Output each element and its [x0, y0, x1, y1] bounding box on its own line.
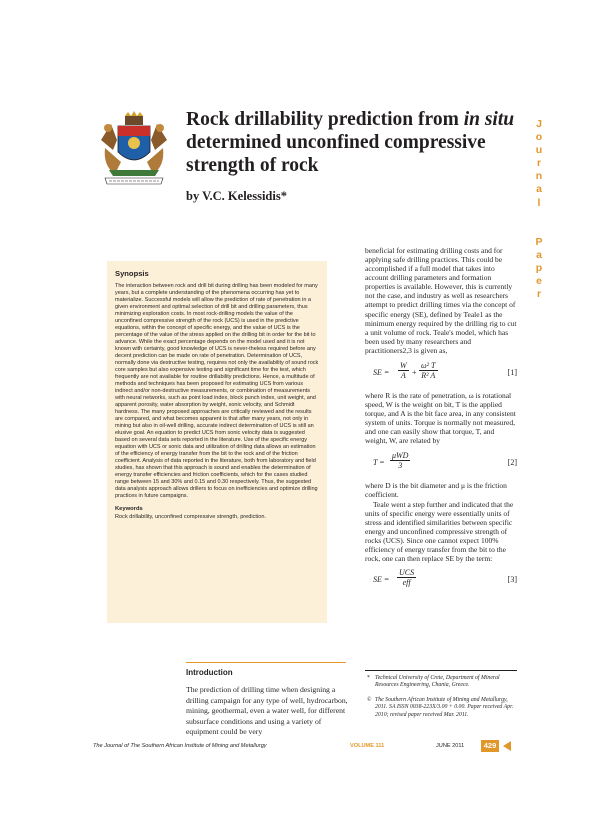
eq1-frac1-denominator: A — [400, 370, 406, 380]
eq2-number: [2] — [507, 458, 517, 468]
eq1-lhs: SE = — [373, 367, 390, 377]
side-label-letter: l — [537, 196, 541, 209]
eq1-frac2-numerator: ω² T — [421, 360, 436, 370]
footer-date: JUNE 2011 — [436, 743, 465, 749]
footnote-2-text: The Southern African Institute of Mining and Metallurgy, 2011. SA ISSN 0038-223X/3.00 + 0.00. Paper received Apr. 2010; revised paper received Mar. 2011. — [375, 697, 514, 718]
side-label-letter — [528, 223, 550, 236]
page-arrow-icon — [503, 741, 511, 751]
eq1-plus: + — [412, 367, 417, 377]
footnote-2-mark: © — [367, 697, 372, 703]
footnote-divider — [365, 670, 517, 671]
eq3-number: [3] — [507, 575, 517, 585]
side-label-letter: u — [535, 144, 543, 157]
side-label-letter — [528, 210, 550, 223]
side-label-letter: P — [535, 235, 543, 248]
footnote-copyright — [367, 697, 517, 719]
eq3-fraction — [397, 568, 416, 587]
synopsis-text: The interaction between rock and drill bit during drilling has been modeled for many years, but a complete understanding of the phenomena occurring has yet to materialize. Successful models will allow the prediction of rate of penetration in a given environment and optimal selection of drill bit and drilling parameters, thus minimizing exploration costs. In most rock-drilling models the value of the unconfined compressive strength of the rock (UCS) is used in the predictive equations, within the concept of specific energy, and the value of UCS is the percentage of the value of the stress applied on the drilling bit in order for the bit to advance. While the exact percentage depends on the model used and it is not known with certainty, good knowledge of UCS is never-theless required before any decent prediction can be made on rate of penetration. Determination of UCS, normally done via destructive testing, requires not only the availability of sound rock core samples but also expensive testing and significant time for the test, which frequently are not available for routine drillability predictions. Hence, a multitude of methods and techniques has been proposed for estimating UCS from various indirect and/or non-destructive measurements, or combination of measurements with neural networks, such as point load index, block punch index, unit weight, and apparent porosity, water absorption by weight, sonic velocity, and Schmidt hardness. The many proposed approaches are critically reviewed and the results are compared, and what becomes apparent is that after many years, not only in mining but also in oil-well drilling, accurate indirect determination of UCS is still an elusive goal. An equation to predict UCS from sonic velocity data is suggested based on several data sets reported in the literature. Use of the specific energy equation with UCS or sonic data and utilization of drilling data allows an estimation of the efficiency of energy transfer from the bit to the rock and of the friction coefficient. Analysis of data reported in the literature, both from laboratory and field studies, has shown that this approach is sound and enables the determination of energy transfer efficiencies and friction coefficients, which for the cases studied range between 15 and 30% and 0.15 and 0.30 respectively. Thus, the suggested data analysis approach allows drillers to focus on inefficiencies and optimize drilling practices in future campaigns. — [115, 283, 319, 500]
footnote-1-mark: * — [367, 675, 370, 681]
eq1-fraction-1 — [398, 361, 409, 380]
title-part-1: Rock drillability prediction from — [186, 109, 464, 130]
side-label-letter: e — [536, 275, 542, 288]
institute-crest-logo — [95, 110, 173, 192]
eq2-lhs: T = — [373, 458, 385, 468]
side-label-letter: a — [536, 248, 542, 261]
footer-volume: VOLUME 111 — [350, 743, 385, 749]
eq2-fraction — [390, 451, 410, 470]
title-part-italic: in situ — [463, 109, 515, 130]
eq1-fraction-2 — [419, 361, 438, 380]
eq3-numerator: UCS — [399, 568, 415, 578]
page-footer — [93, 743, 518, 753]
side-label-letter: r — [536, 288, 542, 301]
body-paragraph-2: where R is the rate of penetration, ω is rotational speed, W is the weight on bit, T is the applied torque, and A is the bit face area, in any consistent system of units. Torque is normally not measured, and one can easily show that torque, T, and weight, W, are related by — [365, 390, 516, 446]
footnote-affiliation — [367, 675, 517, 690]
body-paragraph-4: Teale went a step further and indicated that the units of specific energy were essentially units of stress and identified similarities between specific energy and unconfined compressive strength of rocks (UCS). Since one cannot expect 100% efficiency of energy transfer from the bit to the rock, one can then replace SE by the term: — [365, 499, 514, 564]
right-column — [365, 246, 517, 596]
side-label-letter: a — [536, 183, 542, 196]
eq1-frac1-numerator: W — [400, 360, 407, 370]
journal-paper-side-label — [528, 118, 550, 301]
body-paragraph-3: where D is the bit diameter and μ is the friction coefficient. — [365, 481, 507, 500]
synopsis-heading: Synopsis — [115, 269, 149, 278]
eq2-denominator: 3 — [398, 461, 403, 471]
equation-2 — [365, 449, 517, 479]
introduction-divider — [186, 662, 346, 663]
article-title — [186, 108, 516, 177]
eq1-frac2-denominator: R² A — [421, 370, 436, 380]
side-label-letter: J — [536, 118, 542, 130]
side-label-letter: n — [535, 170, 543, 183]
keywords-heading: Keywords — [115, 506, 143, 513]
eq2-numerator: μWD — [392, 451, 409, 461]
author-byline: by V.C. Kelessidis* — [186, 189, 287, 203]
footnote-1-text: Technical University of Crete, Department of Mineral Resources Engineering, Chania, Greece. — [375, 675, 500, 689]
eq1-number: [1] — [507, 367, 517, 377]
side-label-letter: o — [535, 131, 543, 144]
keywords-text: Rock drillability, unconfined compressive strength, prediction. — [115, 514, 266, 521]
equation-3 — [365, 566, 517, 596]
synopsis-box — [107, 261, 327, 623]
body-paragraph-1: beneficial for estimating drilling costs and for applying safe drilling practices. This could be accomplished if a full model that takes into account drilling parameters and formation properties is available. However, this is currently not the case, and industry as well as researchers attempt to predict drilling times via the concept of specific energy (SE), defined by Teale1 as the minimum energy required by the drilling rig to cut a unit volume of rock. Teale's model, which has been used by many researchers and practitioners2,3 is given as, — [365, 246, 517, 355]
introduction-heading: Introduction — [186, 668, 233, 677]
introduction-text: The prediction of drilling time when designing a drilling campaign for any type of well, hydrocarbon, mining, geothermal, even a water well, for different subsurface conditions and using a variety of equipment could be very — [186, 685, 348, 737]
side-label-letter: p — [535, 262, 543, 275]
equation-1 — [365, 359, 517, 389]
eq3-lhs: SE = — [373, 575, 390, 585]
footer-journal-name: The Journal of The Southern African Institute of Mining and Metallurgy — [93, 743, 267, 749]
footer-page-number: 429 — [481, 740, 499, 752]
eq3-denominator: eff — [402, 578, 411, 588]
side-label-letter: r — [536, 157, 542, 170]
title-part-3: determined unconfined compressive strength of rock — [186, 132, 486, 176]
